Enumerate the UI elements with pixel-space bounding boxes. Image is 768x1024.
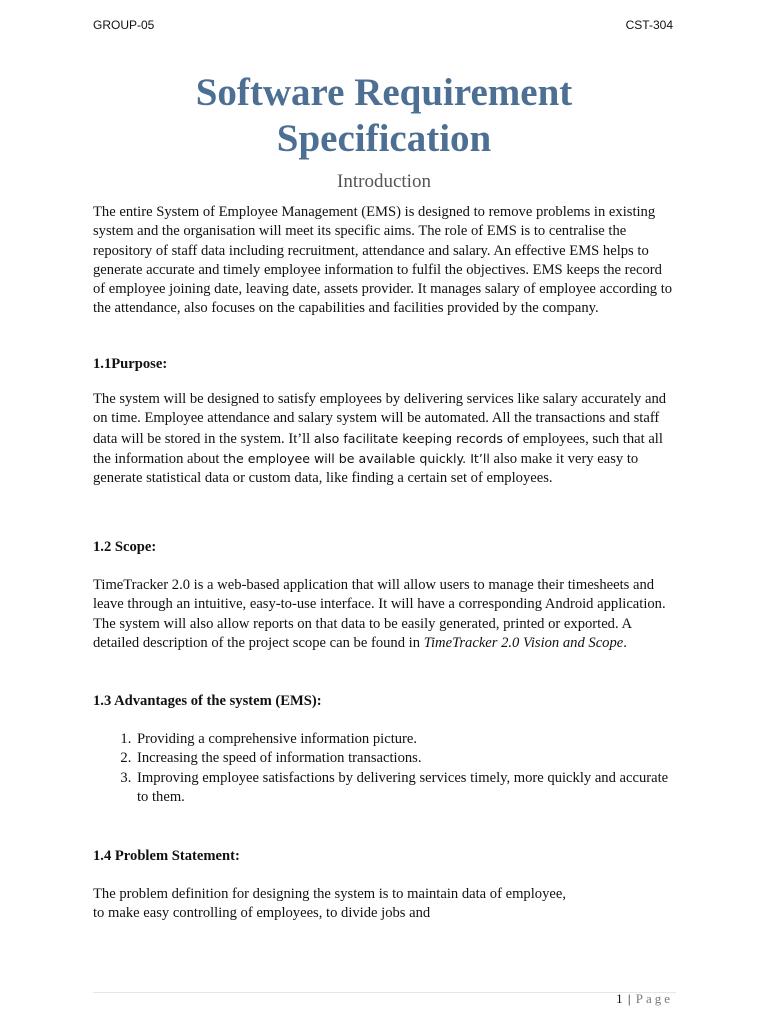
page-footer [616,991,673,1007]
purpose-paragraph [93,390,678,488]
header-group-label: GROUP-05 [93,18,155,32]
problem-line-2: to make easy controlling of employees, to divide jobs and [93,905,431,922]
scope-doc-reference: TimeTracker 2.0 Vision and Scope [423,634,624,651]
purpose-text-b: also facilitate keeping records of [313,430,520,446]
problem-line-1: The problem definition for designing the system is to maintain data of employee, [93,886,566,902]
list-item: 3. Improving employee satisfactions by delivering services timely, more quickly and accurate to them. [135,769,678,808]
list-item: 2. Increasing the speed of information transactions. [135,749,678,768]
scope-paragraph [93,576,678,653]
section-subtitle: Introduction [337,171,431,192]
scope-text: TimeTracker 2.0 is a web-based application that will allow users to manage their timesheets and leave through an intuitive, easy-to-use interface. It will have a corresponding Android application. The system will also allow reports on that data to be easily generated, printed or exported. A detailed description of the project scope can be found in [93,577,666,651]
footer-divider [93,992,676,993]
problem-paragraph [93,885,678,924]
page-separator: | [627,991,632,1006]
intro-paragraph [93,203,673,319]
scope-heading: 1.2 Scope: [93,539,157,555]
advantages-list [93,730,678,807]
intro-text: The entire System of Employee Management (EMS) is designed to remove problems in existing system and the organisation will meet its specific aims. The role of EMS is to centralise the repository of staff data including recruitment, attendance and salary. An effective EMS helps to generate accurate and timely employee information to fulfil the objectives. EMS keeps the record of employee joining date, leaving date, assets provider. It manages salary of employee according to the attendance, also focuses on the capabilities and facilities provided by the company. [93,204,673,317]
page-title [0,70,768,162]
purpose-heading: 1.1Purpose: [93,356,168,372]
title-line-2: Specification [276,117,492,160]
scope-text-end: . [623,634,627,651]
title-line-1: Software Requirement [195,71,573,114]
purpose-text-a: The system will be designed to satisfy employees by delivering services like salary accurately and on time. Employee attendance and salary system will be automated. All the transactions and staff data will be stored in the system. It’ll [93,391,667,447]
advantages-heading: 1.3 Advantages of the system (EMS): [93,693,322,709]
header-course-code: CST-304 [625,18,673,32]
page-number: 1 [616,991,624,1006]
purpose-text-e: also make it very easy to generate statistical data or custom data, like finding a certain set of employees. [93,450,639,487]
list-item: 1. Providing a comprehensive information picture. [135,730,678,749]
purpose-text-c: employees, such that all the information about [93,430,663,467]
problem-heading: 1.4 Problem Statement: [93,848,240,864]
page-label: Page [635,991,673,1006]
purpose-text-d: the employee will be available quickly. It’ll [223,450,490,466]
